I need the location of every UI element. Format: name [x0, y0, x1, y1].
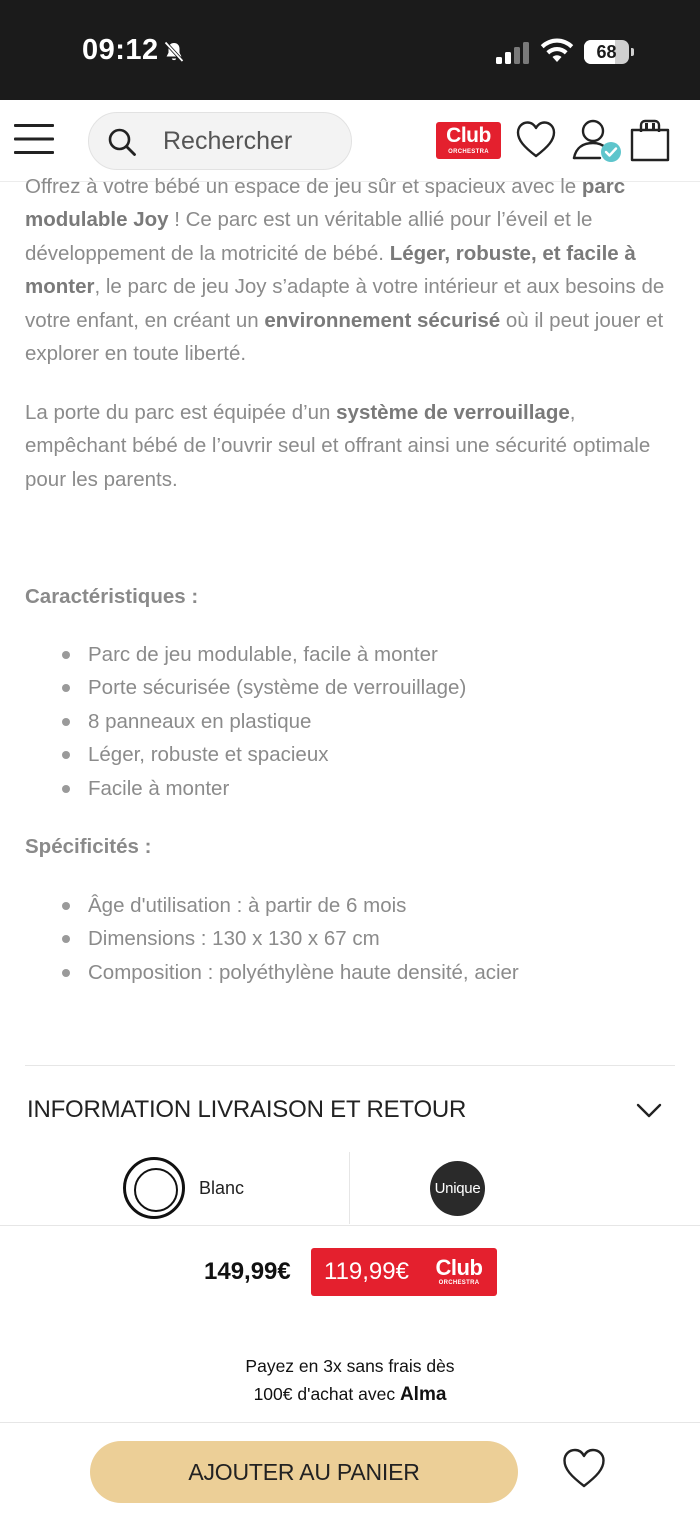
- club-orchestra-logo[interactable]: [436, 122, 501, 159]
- section-divider: [25, 1065, 675, 1066]
- price-club-badge: [311, 1248, 497, 1296]
- intro_segments-segment: , le parc de jeu Joy s’adapte à votre intérieur et aux besoins de votre enfant, en créant un: [25, 275, 665, 332]
- door_segments-segment: , empêchant bébé de l’ouvrir seul et offrant ainsi une sécurité optimale pour les parents.: [25, 401, 651, 491]
- price-club-logo-sub: ORCHESTRA: [438, 1280, 480, 1286]
- search-input[interactable]: [163, 113, 343, 169]
- list-item: Porte sécurisée (système de verrouillage): [25, 671, 466, 704]
- list-item: Léger, robuste et spacieux: [25, 738, 466, 771]
- intro_segments-segment: Offrez à votre bébé un espace de jeu sûr et spacieux avec le: [25, 175, 582, 198]
- characteristics-title: Caractéristiques :: [25, 585, 199, 608]
- variant-separator: [349, 1152, 350, 1224]
- door_segments-segment: système de verrouillage: [336, 401, 570, 424]
- color-swatch-blanc[interactable]: [123, 1157, 185, 1219]
- list-item: Parc de jeu modulable, facile à monter: [25, 638, 466, 671]
- intro_segments-segment: environnement sécurisé: [264, 308, 501, 332]
- delivery-title: INFORMATION LIVRAISON ET RETOUR: [27, 1096, 467, 1123]
- list-item: Dimensions : 130 x 130 x 67 cm: [25, 922, 519, 955]
- intro_segments-segment: ! Ce parc est un véritable allié pour l’éveil et le développement de la motricité de bébé.: [25, 208, 593, 265]
- intro_segments-segment: parc modulable Joy: [25, 175, 626, 232]
- wishlist-heart-icon[interactable]: [562, 1447, 606, 1491]
- search-bar[interactable]: [88, 112, 352, 170]
- club-orchestra-logo-price: [430, 1256, 488, 1287]
- alma-line-1: Payez en 3x sans frais dès: [245, 1356, 455, 1376]
- list-item: Âge d'utilisation : à partir de 6 mois: [25, 889, 519, 922]
- price-regular: 149,99€: [204, 1258, 291, 1285]
- bell-muted-icon: [162, 40, 186, 64]
- color-label: Blanc: [199, 1178, 245, 1198]
- description-door: [25, 396, 675, 496]
- status-bar: [0, 0, 700, 100]
- description-intro: [25, 170, 675, 370]
- account-icon[interactable]: [572, 118, 622, 164]
- price-row: [0, 1248, 700, 1298]
- signal-icon: [496, 42, 532, 64]
- bottom-action-bar: [0, 1422, 700, 1520]
- status-time: 09:12: [82, 34, 159, 66]
- characteristics-list: [25, 638, 466, 805]
- specs-list: [25, 889, 519, 989]
- variant-picker: [0, 1150, 700, 1226]
- price-club-value: 119,99€: [324, 1258, 409, 1285]
- heart-icon[interactable]: [516, 120, 556, 160]
- battery-level: 68: [596, 42, 617, 62]
- intro_segments-segment: Léger, robuste, et facile à monter: [25, 241, 636, 299]
- price-club-logo-word: Club: [435, 1255, 483, 1280]
- battery-icon: [584, 40, 634, 64]
- club-logo-word: Club: [446, 124, 491, 147]
- size-swatch-unique[interactable]: Unique: [430, 1161, 485, 1216]
- door_segments-segment: La porte du parc est équipée d’un: [25, 401, 337, 424]
- delivery-accordion[interactable]: [25, 1090, 675, 1134]
- add-to-cart-button[interactable]: AJOUTER AU PANIER: [90, 1441, 518, 1503]
- list-item: Facile à monter: [25, 772, 466, 805]
- list-item: 8 panneaux en plastique: [25, 705, 466, 738]
- alma-payment-info: [0, 1352, 700, 1409]
- menu-icon[interactable]: [14, 122, 54, 156]
- list-item: Composition : polyéthylène haute densité, acier: [25, 956, 519, 989]
- search-icon[interactable]: [107, 127, 137, 157]
- chevron-down-icon[interactable]: [635, 1100, 663, 1122]
- intro_segments-segment: où il peut jouer et explorer en toute liberté.: [25, 308, 664, 366]
- club-logo-sub: ORCHESTRA: [448, 149, 489, 155]
- specs-title: Spécificités :: [25, 835, 152, 858]
- alma-line-2: [0, 1380, 700, 1409]
- alma-line-2-prefix: 100€ d'achat avec: [253, 1384, 400, 1404]
- wifi-icon: [540, 38, 574, 64]
- shopping-bag-icon[interactable]: [628, 118, 672, 162]
- alma-brand: Alma: [399, 1384, 447, 1405]
